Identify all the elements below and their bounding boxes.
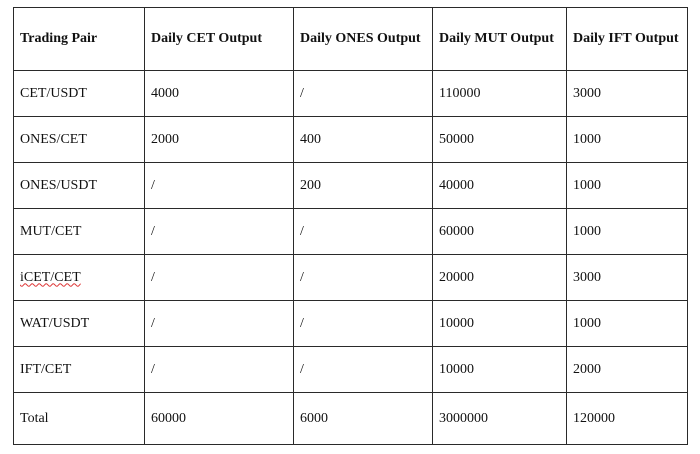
cell-ift-output: 1000 <box>567 117 688 163</box>
cell-ones-output: 200 <box>294 163 433 209</box>
table-row <box>14 117 688 163</box>
cell-ones-output: / <box>294 71 433 117</box>
cell-ones-output: / <box>294 209 433 255</box>
cell-ift-output: 1000 <box>567 163 688 209</box>
header-daily-cet-output: Daily CET Output <box>145 8 294 71</box>
cell-ones-output: / <box>294 301 433 347</box>
cell-cet-output: 4000 <box>145 71 294 117</box>
total-cet-output: 60000 <box>145 393 294 445</box>
cell-ift-output: 1000 <box>567 209 688 255</box>
cell-cet-output: / <box>145 347 294 393</box>
cell-cet-output: / <box>145 301 294 347</box>
cell-trading-pair: ONES/USDT <box>14 163 145 209</box>
cell-ones-output: / <box>294 347 433 393</box>
cell-cet-output: / <box>145 255 294 301</box>
cell-mut-output: 50000 <box>433 117 567 163</box>
cell-trading-pair: IFT/CET <box>14 347 145 393</box>
cell-cet-output: / <box>145 163 294 209</box>
table-row <box>14 301 688 347</box>
header-daily-ones-output: Daily ONES Output <box>294 8 433 71</box>
table-row <box>14 163 688 209</box>
header-daily-mut-output: Daily MUT Output <box>433 8 567 71</box>
total-label: Total <box>14 393 145 445</box>
cell-cet-output: 2000 <box>145 117 294 163</box>
total-ones-output: 6000 <box>294 393 433 445</box>
cell-trading-pair: CET/USDT <box>14 71 145 117</box>
cell-ift-output: 3000 <box>567 71 688 117</box>
cell-ones-output: / <box>294 255 433 301</box>
spellcheck-flagged-text: iCET/CET <box>20 269 81 285</box>
cell-ift-output: 2000 <box>567 347 688 393</box>
total-mut-output: 3000000 <box>433 393 567 445</box>
cell-ift-output: 3000 <box>567 255 688 301</box>
output-table <box>13 7 688 445</box>
cell-trading-pair: ONES/CET <box>14 117 145 163</box>
header-row <box>14 8 688 71</box>
cell-mut-output: 10000 <box>433 301 567 347</box>
cell-mut-output: 110000 <box>433 71 567 117</box>
total-ift-output: 120000 <box>567 393 688 445</box>
table-row <box>14 347 688 393</box>
cell-mut-output: 20000 <box>433 255 567 301</box>
cell-trading-pair: WAT/USDT <box>14 301 145 347</box>
cell-trading-pair <box>14 255 145 301</box>
table-row <box>14 71 688 117</box>
cell-trading-pair: MUT/CET <box>14 209 145 255</box>
cell-mut-output: 10000 <box>433 347 567 393</box>
cell-cet-output: / <box>145 209 294 255</box>
header-trading-pair: Trading Pair <box>14 8 145 71</box>
table-row <box>14 209 688 255</box>
cell-mut-output: 40000 <box>433 163 567 209</box>
total-row <box>14 393 688 445</box>
cell-ift-output: 1000 <box>567 301 688 347</box>
cell-mut-output: 60000 <box>433 209 567 255</box>
cell-ones-output: 400 <box>294 117 433 163</box>
table-row <box>14 255 688 301</box>
header-daily-ift-output: Daily IFT Output <box>567 8 688 71</box>
